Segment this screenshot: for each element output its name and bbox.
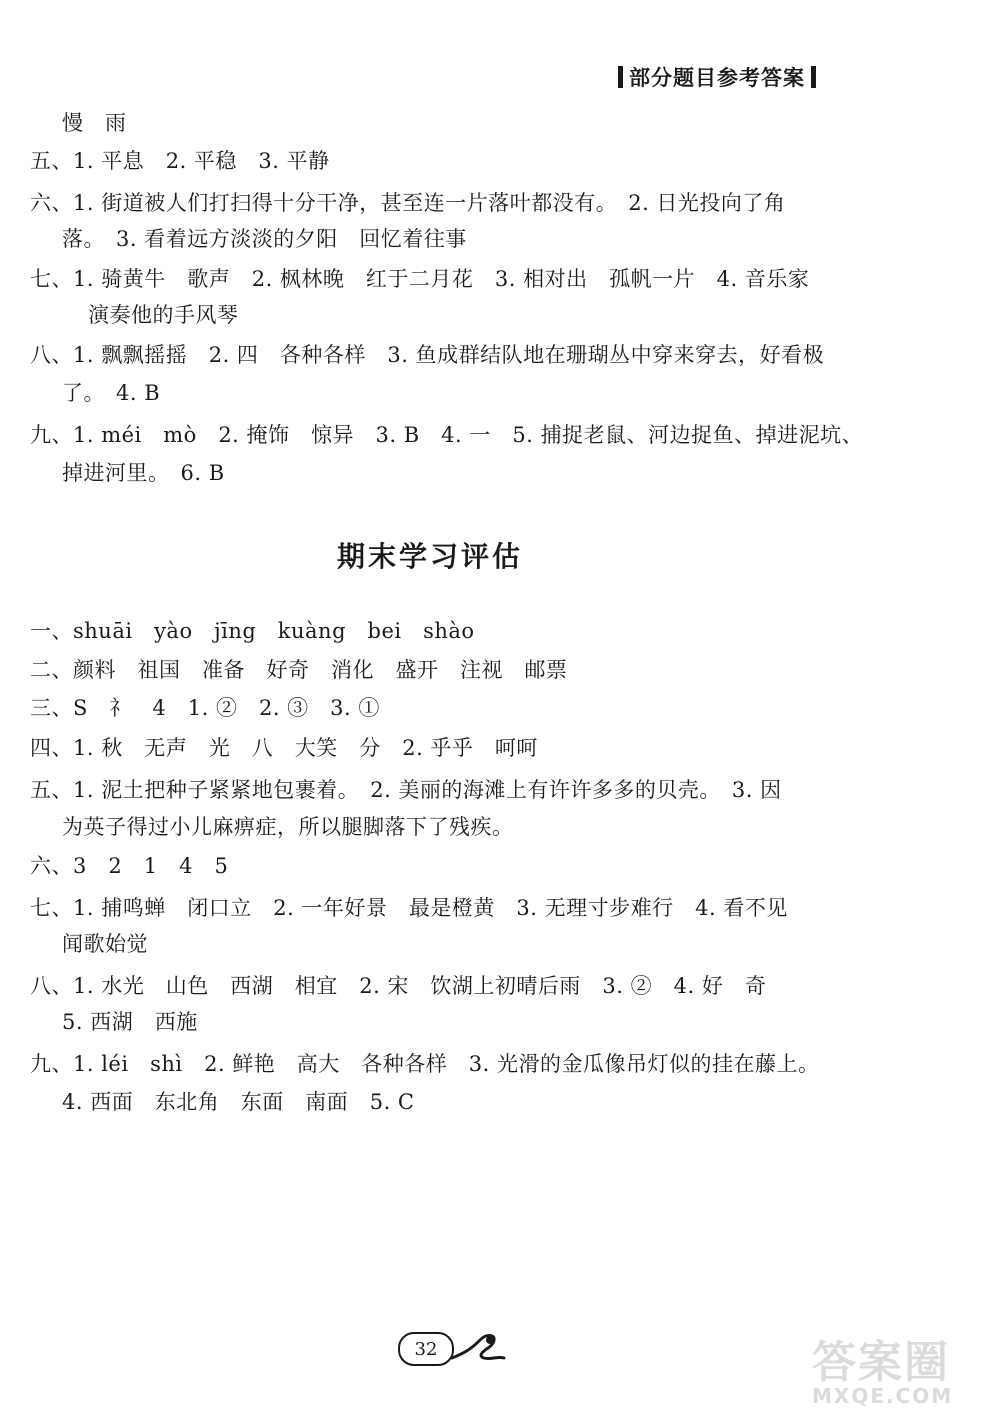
- watermark-main-text: 答案圈: [812, 1337, 950, 1388]
- header-left-bar: [618, 66, 623, 88]
- answer-line: 三、S 礻 4 1. ② 2. ③ 3. ①: [30, 696, 380, 720]
- answer-line: 为英子得过小儿麻痹症，所以腿脚落下了残疾。: [62, 815, 514, 839]
- header-right-bar: [811, 66, 816, 88]
- answer-line: 六、1. 街道被人们打扫得十分干净，甚至连一片落叶都没有。 2. 日光投向了角: [30, 191, 786, 215]
- answer-line: 了。 4. B: [62, 381, 161, 405]
- ink-brush-decoration-icon: [448, 1328, 508, 1368]
- answer-line: 九、1. méi mò 2. 掩饰 惊异 3. B 4. 一 5. 捕捉老鼠、河边捉鱼、掉进泥坑、: [30, 423, 864, 447]
- page-header-tag: [612, 62, 822, 92]
- watermark-sub-text: MXQE.COM: [812, 1384, 954, 1408]
- answer-line: 5. 西湖 西施: [62, 1010, 198, 1034]
- answer-line: 闻歌始觉: [62, 932, 148, 956]
- answer-line: 七、1. 骑黄牛 歌声 2. 枫林晚 红于二月花 3. 相对出 孤帆一片 4. 音乐家: [30, 267, 810, 291]
- answer-line: 四、1. 秋 无声 光 八 大笑 分 2. 乎乎 呵呵: [30, 736, 538, 760]
- answer-line: 慢 雨: [62, 111, 127, 135]
- answer-line: 掉进河里。 6. B: [62, 461, 225, 485]
- page-number: 32: [398, 1332, 454, 1366]
- answer-line: 八、1. 飘飘摇摇 2. 四 各种各样 3. 鱼成群结队地在珊瑚丛中穿来穿去，好看极: [30, 343, 825, 367]
- answer-line: 七、1. 捕鸣蝉 闭口立 2. 一年好景 最是橙黄 3. 无理寸步难行 4. 看不见: [30, 896, 788, 920]
- answer-line: 八、1. 水光 山色 西湖 相宜 2. 宋 饮湖上初晴后雨 3. ② 4. 好 奇: [30, 974, 767, 998]
- answer-line: 二、颜料 祖国 准备 好奇 消化 盛开 注视 邮票: [30, 658, 568, 682]
- watermark-logo: [812, 1326, 992, 1406]
- answer-line: 五、1. 平息 2. 平稳 3. 平静: [30, 149, 330, 173]
- answer-line: 落。 3. 看着远方淡淡的夕阳 回忆着往事: [62, 227, 467, 251]
- answer-line: 4. 西面 东北角 东面 南面 5. C: [62, 1090, 415, 1114]
- section-title: 期末学习评估: [336, 540, 523, 573]
- page-number-badge: [398, 1328, 508, 1368]
- answer-line: 一、shuāi yào jīng kuàng bei shào: [30, 619, 475, 643]
- answer-line: 六、3 2 1 4 5: [30, 854, 229, 878]
- answer-line: 九、1. léi shì 2. 鲜艳 高大 各种各样 3. 光滑的金瓜像吊灯似的挂在藤上。: [30, 1052, 820, 1076]
- header-title: 部分题目参考答案: [629, 66, 805, 90]
- answer-line: 演奏他的手风琴: [88, 303, 239, 327]
- answer-line: 五、1. 泥土把种子紧紧地包裹着。 2. 美丽的海滩上有许许多多的贝壳。 3. 因: [30, 778, 782, 802]
